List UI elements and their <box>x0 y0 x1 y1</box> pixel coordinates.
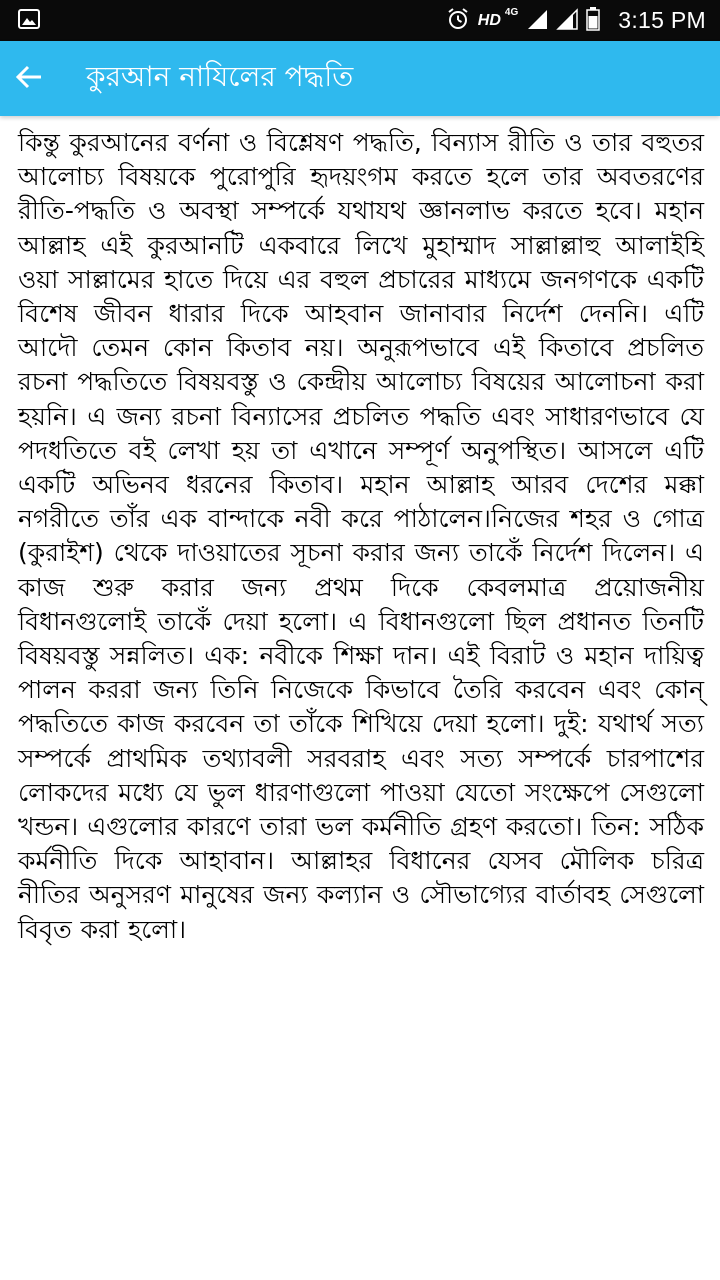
status-right <box>446 7 706 35</box>
status-left <box>18 9 446 33</box>
app-bar <box>0 41 720 116</box>
arrow-back-icon <box>15 63 43 95</box>
alarm-icon <box>446 7 470 35</box>
signal-icon <box>526 8 548 34</box>
status-bar <box>0 0 720 41</box>
signal-icon <box>556 8 578 34</box>
article-body: কিন্তু কুরআনের বর্ণনা ও বিশ্লেষণ পদ্ধতি, বিন্যাস রীতি ও তার বহুতর আলোচ্য বিষয়কে পুরোপুরি হৃদয়ংগম করতে হলে তার অবতরণের রীতি-পদ্ধতি ও অবস্থা সম্পর্কে যথাযথ জ্ঞানলাভ করতে হবে। মহান আল্লাহ এই কুরআনটি একবারে লিখে মুহাম্মাদ সাল্লাল্লাহু আলাইহি ওয়া সাল্লামের হাতে দিয়ে এর বহুল প্রচারের মাধ্যমে জনগণকে একটি বিশেষ জীবন ধারার দিকে আহবান জানাবার নির্দেশ দেননি। এটি আদৌ তেমন কোন কিতাব নয়। অনুরূপভাবে এই কিতাবে প্রচলিত রচনা পদ্ধতিতে বিষয়বস্তু ও কেন্দ্রীয় আলোচ্য বিষয়ের আলোচনা করা হয়নি। এ জন্য রচনা বিন্যাসের প্রচলিত পদ্ধতি এবং সাধারণভাবে যে পদধতিতে বই লেখা হয় তা এখানে সম্পূর্ণ অনুপস্থিত। আসলে এটি একটি অভিনব ধরনের কিতাব। মহান আল্লাহ আরব দেশের মক্কা নগরীতে তাঁর এক বান্দাকে নবী করে পাঠালেন।নিজের শহর ও গোত্র (কুরাইশ) থেকে দাওয়াতের সূচনা করার জন্য তাকেঁ নির্দেশ দিলেন। এ কাজ শুরু করার জন্য প্রথম দিকে কেবলমাত্র প্রয়োজনীয় বিধানগুলোই তাকেঁ দেয়া হলো। এ বিধানগুলো ছিল প্রধানত তিনটি বিষয়বস্তু সন্নলিত। এক: নবীকে শিক্ষা দান। এই বিরাট ও মহান দায়িত্ব পালন কররা জন্য তিনি নিজেকে কিভাবে তৈরি করবেন এবং কোন্ পদ্ধতিতে কাজ করবেন তা তাঁকে শিখিয়ে দেয়া হলো। দুই: যথার্থ সত্য সম্পর্কে প্রাথমিক তথ্যাবলী সরবরাহ এবং সত্য সম্পর্কে চারপাশের লোকদের মধ্যে যে ভুল ধারণাগুলো পাওয়া যেতো সংক্ষেপে সেগুলো খন্ডন। এগুলোর কারণে তারা ভল কর্মনীতি গ্রহণ করতো। তিন: সঠিক কর্মনীতি দিকে আহাবান। আল্লাহর বিধানের যেসব মৌলিক চরিত্র নীতির অনুসরণ মানুষের জন্য কল্যান ও সৌভাগ্যের বার্তাবহ সেগুলো বিবৃত করা হলো। <box>18 128 704 944</box>
hd-label: HD <box>477 11 501 29</box>
back-button[interactable] <box>1 51 57 107</box>
gallery-notification-icon <box>18 9 40 33</box>
page-title: কুরআন নাযিলের পদ্ধতি <box>86 60 354 93</box>
status-time: 3:15 PM <box>618 7 706 33</box>
battery-icon <box>586 7 600 35</box>
network-type-label: 4G <box>504 7 519 18</box>
